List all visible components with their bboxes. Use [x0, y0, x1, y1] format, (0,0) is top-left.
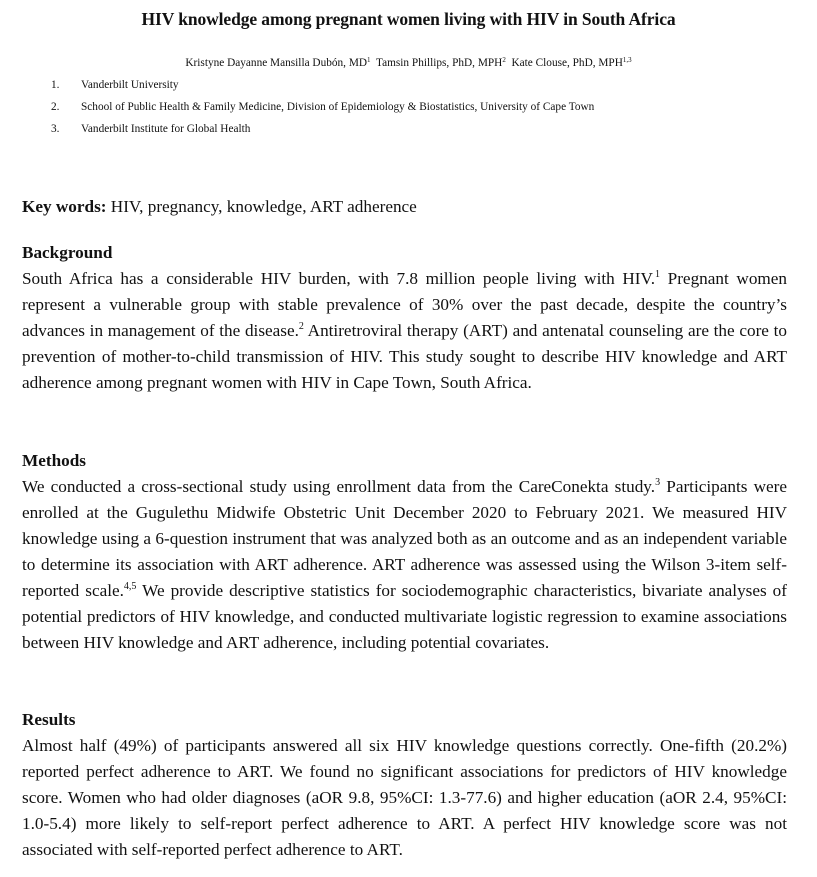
author-affiliation-sup: 1	[367, 56, 371, 64]
text-run: South Africa has a considerable HIV burden, with 7.8 million people living with HIV.	[22, 269, 655, 288]
affiliation-text: Vanderbilt University	[81, 79, 179, 91]
keywords-text: HIV, pregnancy, knowledge, ART adherence	[110, 197, 417, 216]
author-name: Kate Clouse, PhD, MPH	[511, 57, 623, 69]
keywords	[22, 194, 417, 220]
paper-title: HIV knowledge among pregnant women living with HIV in South Africa	[141, 9, 676, 29]
affiliation-number: 1.	[51, 79, 60, 91]
results-heading: Results	[22, 710, 76, 729]
affiliation-number: 3.	[51, 123, 60, 135]
author-affiliation-sup: 2	[502, 56, 506, 64]
methods-section	[22, 448, 787, 656]
author-affiliation-sup: 1,3	[622, 56, 632, 64]
citation-sup: 1	[655, 269, 660, 280]
affiliation-number: 2.	[51, 101, 60, 113]
citation-sup: 2	[298, 321, 304, 332]
background-heading: Background	[22, 243, 113, 262]
citation-sup: 4,5	[123, 581, 137, 592]
citation-sup: 3	[655, 477, 661, 488]
affiliation-text: Vanderbilt Institute for Global Health	[81, 123, 251, 135]
author-name: Kristyne Dayanne Mansilla Dubón, MD	[185, 57, 368, 69]
author-name: Tamsin Phillips, PhD, MPH	[375, 57, 503, 69]
results-paragraph: Almost half (49%) of participants answered all six HIV knowledge questions correctly. One-fifth (20.2%) reported perfect adherence to ART. We found no significant associations for predictors of HIV knowledge score. Women who had older diagnoses (aOR 9.8, 95%CI: 1.3-77.6) and higher education (aOR 2.4, 95%CI: 1.0-5.4) more likely to self-report perfect adherence to ART. A perfect HIV knowledge score was not associated with self-reported perfect adherence to ART.	[22, 736, 787, 859]
methods-heading: Methods	[22, 451, 86, 470]
background-section	[22, 240, 787, 396]
affiliation-text: School of Public Health & Family Medicine, Division of Epidemiology & Biostatistics, University of Cape Town	[81, 101, 595, 113]
text-run: Pregnant women represent a vulnerable group with stable prevalence of 30% over the past decade, despite the country’s advances in management of the disease.	[22, 269, 787, 340]
keywords-label: Key words:	[22, 197, 107, 216]
text-run: Participants were enrolled at the Gugulethu Midwife Obstetric Unit December 2020 to February 2021. We measured HIV knowledge using a 6-question instrument that was analyzed both as an outcome and as an independent variable to determine its association with ART adherence. ART adherence was assessed using the Wilson 3-item self-reported scale.	[22, 477, 787, 600]
methods-paragraph	[22, 474, 787, 656]
author-list	[0, 57, 817, 69]
text-run: We provide descriptive statistics for sociodemographic characteristics, bivariate analyses of potential predictors of HIV knowledge, and conducted multivariate logistic regression to examine associations between HIV knowledge and ART adherence, including potential covariates.	[22, 581, 787, 652]
background-paragraph	[22, 266, 787, 396]
text-run: We conducted a cross-sectional study using enrollment data from the CareConekta study.	[22, 477, 656, 496]
results-section	[22, 707, 787, 863]
text-run: Antiretroviral therapy (ART) and antenatal counseling are the core to prevention of mother-to-child transmission of HIV. This study sought to describe HIV knowledge and ART adherence among pregnant women with HIV in Cape Town, South Africa.	[22, 321, 787, 392]
